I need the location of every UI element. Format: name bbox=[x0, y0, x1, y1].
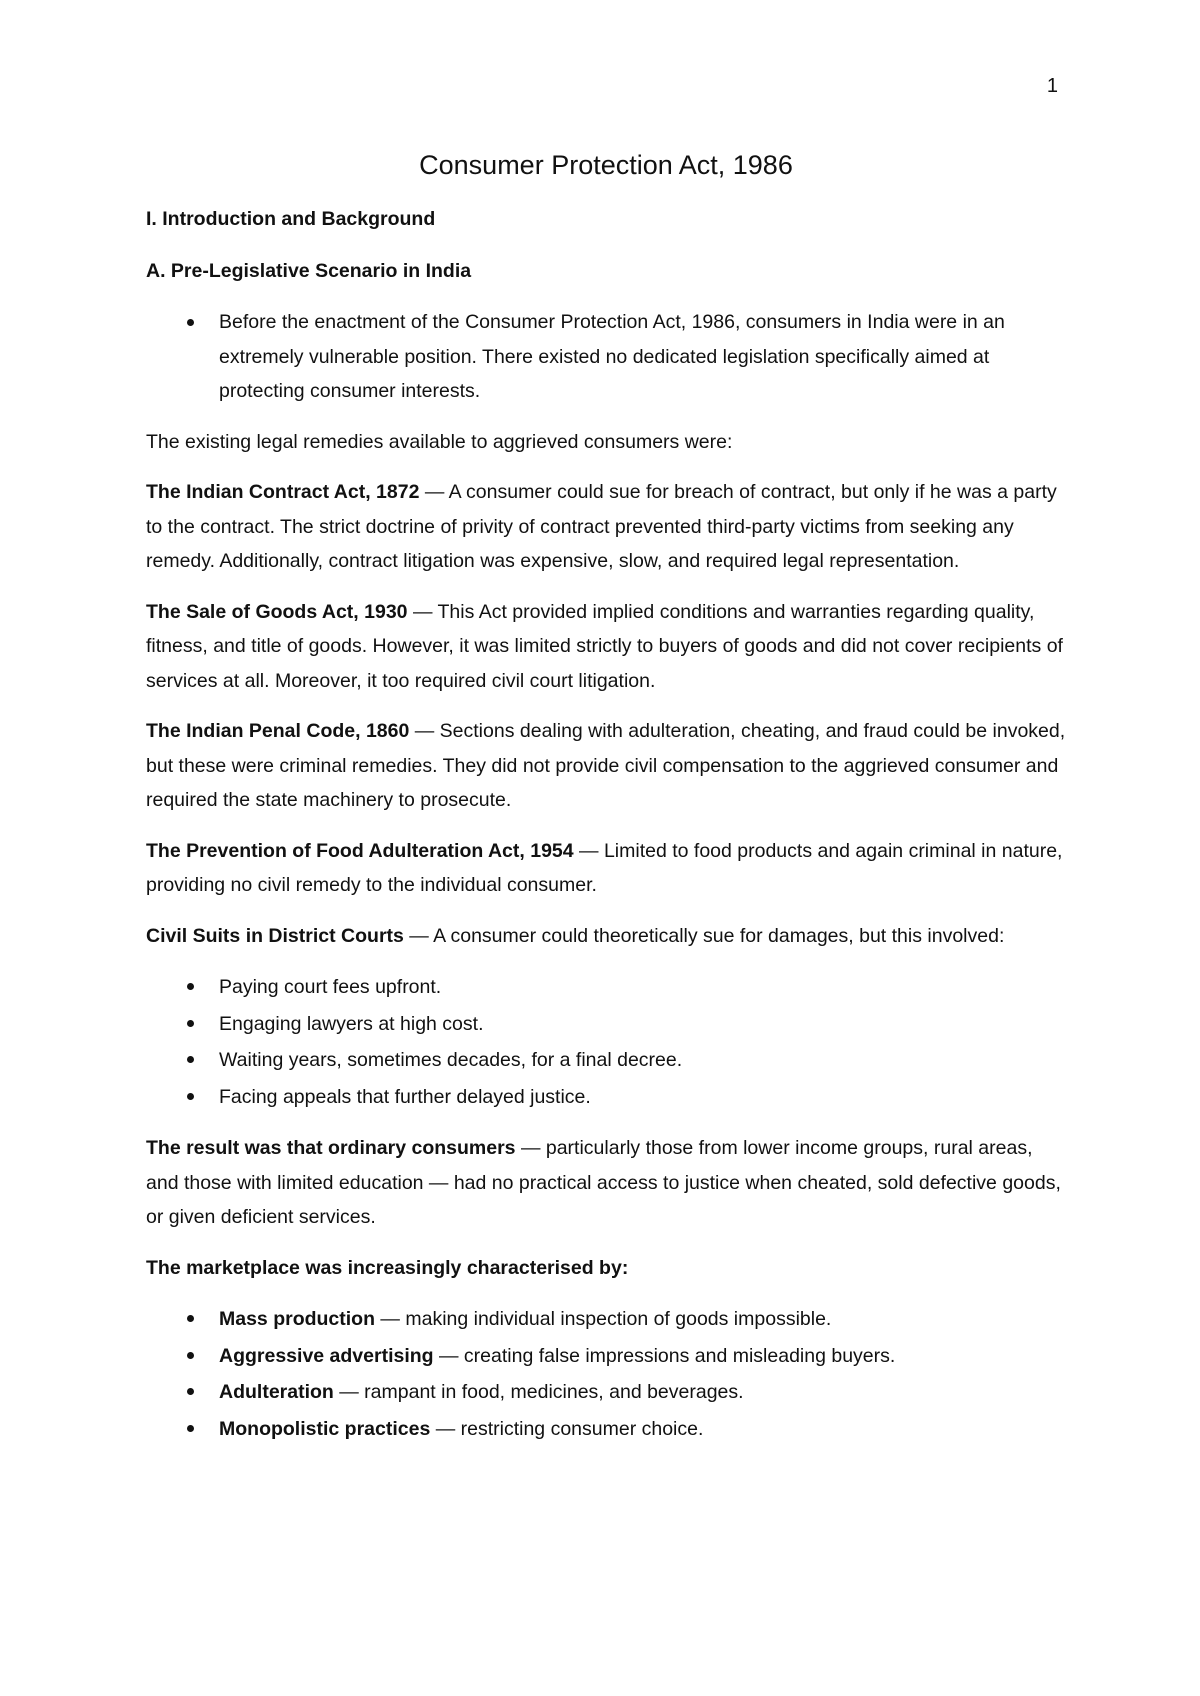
page-number: 1 bbox=[1046, 75, 1058, 97]
list-item-lead: Adulteration bbox=[219, 1381, 334, 1403]
list-item bbox=[146, 1411, 1066, 1448]
remedy-text: — Limited to food products and again criminal in nature, providing no civil remedy to the individual consumer. bbox=[146, 839, 1063, 896]
list-item-text: — creating false impressions and misleading buyers. bbox=[433, 1344, 896, 1367]
result-paragraph bbox=[146, 1131, 1066, 1235]
remedy-contract-act bbox=[146, 475, 1066, 579]
list-item-text: — making individual inspection of goods impossible. bbox=[375, 1308, 832, 1330]
marketplace-heading-text: The marketplace was increasingly characterised by: bbox=[146, 1256, 629, 1279]
list-item-text: Facing appeals that further delayed justice. bbox=[219, 1085, 591, 1108]
list-item bbox=[146, 1006, 1066, 1043]
section-heading: I. Introduction and Background bbox=[146, 208, 436, 230]
remedy-civil-suits bbox=[146, 919, 1066, 954]
remedy-title: The Prevention of Food Adulteration Act, 1954 bbox=[146, 839, 574, 862]
bullet-icon bbox=[187, 983, 194, 990]
marketplace-heading bbox=[146, 1251, 1066, 1286]
bullet-icon bbox=[187, 1056, 194, 1063]
list-item-lead: Aggressive advertising bbox=[219, 1344, 434, 1367]
list-item bbox=[146, 969, 1066, 1006]
document-body bbox=[146, 148, 1066, 1463]
remedy-title: The Indian Penal Code, 1860 bbox=[146, 720, 410, 742]
intro-bullet-list bbox=[146, 305, 1066, 409]
list-item-text: — restricting consumer choice. bbox=[430, 1417, 704, 1440]
remedy-penal-code bbox=[146, 714, 1066, 818]
list-item bbox=[146, 1301, 1066, 1338]
list-item bbox=[146, 305, 1066, 409]
bullet-icon bbox=[187, 1388, 194, 1395]
list-item-text: Waiting years, sometimes decades, for a final decree. bbox=[219, 1049, 683, 1071]
list-item-text: — rampant in food, medicines, and beverages. bbox=[333, 1381, 744, 1403]
remedy-text: — A consumer could sue for breach of contract, but only if he was a party to the contract. The strict doctrine of privity of contract prevented third-party victims from seeking any remedy. Additionally, contract litigation was expensive, slow, and required legal representation. bbox=[146, 481, 1057, 572]
remedy-text: — A consumer could theoretically sue for damages, but this involved: bbox=[403, 924, 1005, 947]
bullet-icon bbox=[187, 1315, 194, 1322]
remedy-title: The Sale of Goods Act, 1930 bbox=[146, 600, 408, 623]
result-text: — particularly those from lower income groups, rural areas, and those with limited education — had no practical access to justice when cheated, sold defective goods, or given deficient services. bbox=[146, 1137, 1061, 1228]
bullet-icon bbox=[187, 1352, 194, 1359]
remedy-text: — This Act provided implied conditions and warranties regarding quality, fitness, and title of goods. However, it was limited strictly to buyers of goods and did not cover recipients of services at all. Moreover, it too required civil court litigation. bbox=[146, 600, 1063, 692]
marketplace-bullet-list bbox=[146, 1301, 1066, 1447]
remedy-text: — Sections dealing with adulteration, cheating, and fraud could be invoked, but these were criminal remedies. They did not provide civil compensation to the aggrieved consumer and required the state machinery to prosecute. bbox=[146, 720, 1066, 811]
list-item-lead: Monopolistic practices bbox=[219, 1417, 431, 1440]
remedy-title: Civil Suits in District Courts bbox=[146, 924, 404, 947]
remedy-sale-of-goods-act bbox=[146, 595, 1066, 699]
list-item-lead: Mass production bbox=[219, 1308, 376, 1330]
remedies-intro: The existing legal remedies available to aggrieved consumers were: bbox=[146, 430, 733, 453]
subsection-heading: A. Pre-Legislative Scenario in India bbox=[146, 259, 472, 282]
bullet-icon bbox=[187, 1425, 194, 1432]
list-item-text: Before the enactment of the Consumer Protection Act, 1986, consumers in India were in an extremely vulnerable position. There existed no dedicated legislation specifically aimed at protecting consumer interests. bbox=[219, 311, 1005, 402]
list-item bbox=[146, 1079, 1066, 1116]
list-item-text: Paying court fees upfront. bbox=[219, 976, 442, 998]
civil-suit-bullet-list bbox=[146, 969, 1066, 1115]
remedy-food-adulteration-act bbox=[146, 834, 1066, 903]
bullet-icon bbox=[187, 1020, 194, 1027]
list-item bbox=[146, 1042, 1066, 1079]
result-lead: The result was that ordinary consumers bbox=[146, 1137, 516, 1159]
bullet-icon bbox=[187, 1093, 194, 1100]
remedy-title: The Indian Contract Act, 1872 bbox=[146, 481, 420, 503]
list-item-text: Engaging lawyers at high cost. bbox=[219, 1012, 484, 1035]
bullet-icon bbox=[187, 319, 194, 326]
list-item bbox=[146, 1374, 1066, 1411]
document-title: Consumer Protection Act, 1986 bbox=[419, 150, 793, 180]
list-item bbox=[146, 1338, 1066, 1375]
